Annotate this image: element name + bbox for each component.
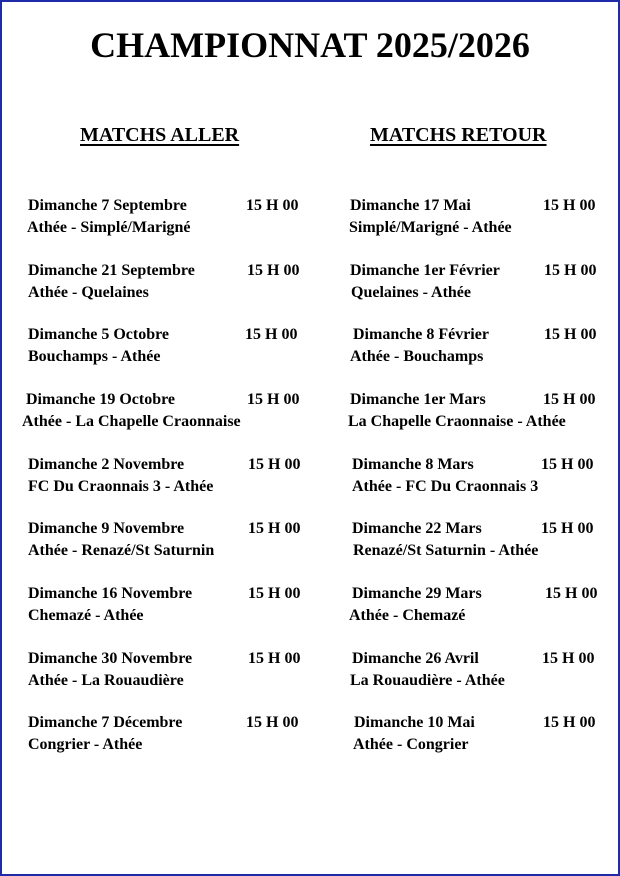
match-date: Dimanche 7 Décembre — [28, 714, 183, 731]
match-time: 15 H 00 — [248, 520, 301, 537]
match-time: 15 H 00 — [544, 326, 597, 343]
match-time: 15 H 00 — [542, 650, 595, 667]
match-date: Dimanche 7 Septembre — [28, 197, 187, 214]
match-date: Dimanche 1er Mars — [350, 391, 486, 408]
match-teams: Congrier - Athée — [28, 736, 143, 753]
match-teams: Athée - La Rouaudière — [28, 672, 184, 689]
match-time: 15 H 00 — [248, 456, 301, 473]
match-date: Dimanche 29 Mars — [352, 585, 482, 602]
match-date: Dimanche 21 Septembre — [28, 262, 195, 279]
match-teams: Quelaines - Athée — [351, 284, 471, 301]
match-date: Dimanche 22 Mars — [352, 520, 482, 537]
match-date: Dimanche 16 Novembre — [28, 585, 193, 602]
match-date: Dimanche 17 Mai — [350, 197, 471, 214]
match-teams: La Rouaudière - Athée — [350, 672, 505, 689]
match-time: 15 H 00 — [245, 326, 298, 343]
page-title: CHAMPIONNAT 2025/2026 — [90, 25, 530, 65]
match-time: 15 H 00 — [541, 456, 594, 473]
match-teams: Athée - Chemazé — [349, 607, 466, 624]
match-teams: La Chapelle Craonnaise - Athée — [348, 413, 566, 430]
match-time: 15 H 00 — [541, 520, 594, 537]
match-time: 15 H 00 — [247, 391, 300, 408]
match-date: Dimanche 8 Mars — [352, 456, 474, 473]
match-time: 15 H 00 — [544, 262, 597, 279]
match-date: Dimanche 10 Mai — [354, 714, 475, 731]
match-time: 15 H 00 — [543, 197, 596, 214]
match-date: Dimanche 8 Février — [353, 326, 489, 343]
match-date: Dimanche 2 Novembre — [28, 456, 185, 473]
match-teams: Athée - Congrier — [353, 736, 469, 753]
match-teams: Athée - Bouchamps — [350, 348, 484, 365]
match-time: 15 H 00 — [248, 650, 301, 667]
match-time: 15 H 00 — [246, 714, 299, 731]
match-teams: Chemazé - Athée — [28, 607, 144, 624]
match-teams: Athée - La Chapelle Craonnaise — [22, 413, 241, 430]
match-teams: Bouchamps - Athée — [28, 348, 161, 365]
match-teams: Athée - Simplé/Marigné — [27, 219, 191, 236]
match-time: 15 H 00 — [545, 585, 598, 602]
column-header-aller: MATCHS ALLER — [80, 124, 240, 146]
match-teams: Renazé/St Saturnin - Athée — [353, 542, 539, 559]
match-teams: Athée - FC Du Craonnais 3 — [352, 478, 539, 495]
match-date: Dimanche 26 Avril — [352, 650, 479, 667]
match-teams: FC Du Craonnais 3 - Athée — [28, 478, 214, 495]
match-date: Dimanche 5 Octobre — [28, 326, 170, 343]
match-time: 15 H 00 — [543, 391, 596, 408]
match-teams: Simplé/Marigné - Athée — [349, 219, 512, 236]
match-teams: Athée - Quelaines — [28, 284, 149, 301]
match-teams: Athée - Renazé/St Saturnin — [28, 542, 215, 559]
match-date: Dimanche 9 Novembre — [28, 520, 185, 537]
match-date: Dimanche 19 Octobre — [26, 391, 176, 408]
match-time: 15 H 00 — [248, 585, 301, 602]
match-time: 15 H 00 — [247, 262, 300, 279]
column-header-retour: MATCHS RETOUR — [370, 124, 547, 146]
match-date: Dimanche 1er Février — [350, 262, 500, 279]
match-date: Dimanche 30 Novembre — [28, 650, 193, 667]
match-time: 15 H 00 — [543, 714, 596, 731]
match-time: 15 H 00 — [246, 197, 299, 214]
